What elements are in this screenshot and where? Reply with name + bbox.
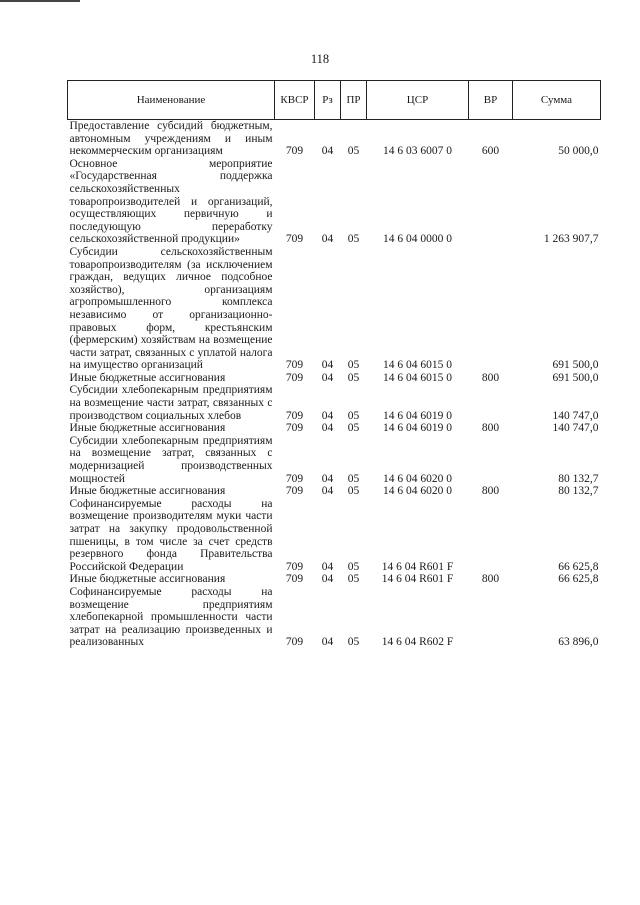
row-rz: 04 bbox=[321, 145, 334, 158]
row-vr bbox=[469, 586, 513, 649]
table-row bbox=[68, 372, 601, 385]
row-name: Основное мероприятие «Государственная поддержка сельскохозяйственных товаропроизводителей и организаций, осуществляющих первичную и последующую переработку сельскохозяйственной продукции» bbox=[69, 157, 273, 246]
row-kvsr: 709 bbox=[285, 145, 304, 158]
row-name: Иные бюджетные ассигнования bbox=[69, 573, 226, 586]
table-row bbox=[68, 573, 601, 586]
row-name: Софинансируемые расходы на возмещение предприятиям хлебопекарной промышленности части затрат на реализацию произведенных и реализованных bbox=[69, 585, 273, 649]
row-vr bbox=[469, 384, 513, 422]
table-row bbox=[68, 498, 601, 574]
row-name: Иные бюджетные ассигнования bbox=[69, 422, 226, 435]
row-pr: 05 bbox=[347, 485, 360, 498]
row-name: Субсидии сельскохозяйственным товаропроизводителям (за исключением граждан, ведущих личное подсобное хозяйство), организациям агропромышленного комплекса независимо от организационно-правовых форм, крестьянским (фермерским) хозяйствам на возмещение части затрат, связанных с уплатой налога на имущество организаций bbox=[69, 245, 273, 372]
row-vr: 800 bbox=[481, 485, 500, 498]
row-vr bbox=[469, 435, 513, 485]
row-rz: 04 bbox=[321, 573, 334, 586]
row-csr: 14 6 04 R602 F bbox=[381, 636, 454, 649]
row-pr: 05 bbox=[347, 233, 360, 246]
table-row bbox=[68, 586, 601, 649]
table-row bbox=[68, 485, 601, 498]
top-edge-line bbox=[0, 0, 80, 2]
row-sum: 691 500,0 bbox=[552, 359, 599, 372]
row-name: Субсидии хлебопекарным предприятиям на возмещение затрат, связанных с модернизацией производственных мощностей bbox=[69, 434, 273, 485]
page-number: 118 bbox=[310, 52, 330, 66]
row-pr: 05 bbox=[347, 573, 360, 586]
row-pr: 05 bbox=[347, 422, 360, 435]
row-name: Предоставление субсидий бюджетным, автономным учреждениям и иным некоммерческим организациям bbox=[69, 120, 273, 158]
row-pr: 05 bbox=[347, 409, 360, 422]
row-kvsr: 709 bbox=[285, 485, 304, 498]
row-pr: 05 bbox=[347, 560, 360, 573]
row-vr: 800 bbox=[481, 371, 500, 384]
row-sum: 66 625,8 bbox=[558, 560, 599, 573]
row-kvsr: 709 bbox=[285, 359, 304, 372]
table-row bbox=[68, 384, 601, 422]
table-row bbox=[68, 435, 601, 485]
row-sum: 140 747,0 bbox=[552, 409, 599, 422]
row-csr: 14 6 03 6007 0 bbox=[383, 145, 452, 158]
row-vr bbox=[469, 158, 513, 246]
row-name: Субсидии хлебопекарным предприятиям на возмещение части затрат, связанных с производством социальных хлебов bbox=[69, 384, 273, 422]
row-kvsr: 709 bbox=[285, 409, 304, 422]
row-sum: 80 132,7 bbox=[558, 472, 599, 485]
row-pr: 05 bbox=[347, 359, 360, 372]
row-sum: 63 896,0 bbox=[558, 636, 599, 649]
row-name: Софинансируемые расходы на возмещение производителям муки части затрат на закупку продовольственной пшеницы, в том числе за счет средств резервного фонда Правительства Российской Федерации bbox=[69, 497, 273, 573]
row-sum: 80 132,7 bbox=[558, 485, 599, 498]
header-rz: Рз bbox=[315, 81, 341, 120]
row-rz: 04 bbox=[321, 472, 334, 485]
row-name: Иные бюджетные ассигнования bbox=[69, 485, 226, 498]
row-name: Иные бюджетные ассигнования bbox=[69, 371, 226, 384]
header-csr: ЦСР bbox=[367, 81, 469, 120]
row-kvsr: 709 bbox=[285, 371, 304, 384]
row-vr bbox=[469, 246, 513, 372]
row-vr: 800 bbox=[481, 573, 500, 586]
row-kvsr: 709 bbox=[285, 472, 304, 485]
row-pr: 05 bbox=[347, 371, 360, 384]
row-kvsr: 709 bbox=[285, 573, 304, 586]
row-rz: 04 bbox=[321, 485, 334, 498]
row-pr: 05 bbox=[347, 636, 360, 649]
row-csr: 14 6 04 6019 0 bbox=[383, 409, 452, 422]
row-csr: 14 6 04 6015 0 bbox=[383, 359, 452, 372]
row-kvsr: 709 bbox=[285, 233, 304, 246]
row-csr: 14 6 04 6020 0 bbox=[383, 472, 452, 485]
table-row bbox=[68, 120, 601, 158]
row-pr: 05 bbox=[347, 145, 360, 158]
row-csr: 14 6 04 6019 0 bbox=[383, 422, 452, 435]
row-sum: 691 500,0 bbox=[552, 371, 599, 384]
row-csr: 14 6 04 0000 0 bbox=[383, 233, 452, 246]
row-rz: 04 bbox=[321, 560, 334, 573]
table-row bbox=[68, 246, 601, 372]
row-kvsr: 709 bbox=[285, 560, 304, 573]
row-kvsr: 709 bbox=[285, 422, 304, 435]
table-row bbox=[68, 422, 601, 435]
row-rz: 04 bbox=[321, 636, 334, 649]
row-kvsr: 709 bbox=[285, 636, 304, 649]
row-csr: 14 6 04 6015 0 bbox=[383, 371, 452, 384]
row-sum: 66 625,8 bbox=[558, 573, 599, 586]
table-row bbox=[68, 158, 601, 246]
row-vr bbox=[469, 498, 513, 574]
row-sum: 50 000,0 bbox=[558, 145, 599, 158]
header-name: Наименование bbox=[68, 81, 275, 120]
row-sum: 140 747,0 bbox=[552, 422, 599, 435]
row-csr: 14 6 04 6020 0 bbox=[383, 485, 452, 498]
row-rz: 04 bbox=[321, 359, 334, 372]
row-sum: 1 263 907,7 bbox=[543, 233, 599, 246]
row-rz: 04 bbox=[321, 422, 334, 435]
row-csr: 14 6 04 R601 F bbox=[381, 573, 454, 586]
header-pr: ПР bbox=[341, 81, 367, 120]
table-header-row bbox=[68, 81, 601, 120]
row-vr: 800 bbox=[481, 422, 500, 435]
header-kvsr: КВСР bbox=[275, 81, 315, 120]
row-vr: 600 bbox=[481, 145, 500, 158]
row-rz: 04 bbox=[321, 233, 334, 246]
row-csr: 14 6 04 R601 F bbox=[381, 560, 454, 573]
header-vr: ВР bbox=[469, 81, 513, 120]
row-rz: 04 bbox=[321, 371, 334, 384]
row-pr: 05 bbox=[347, 472, 360, 485]
budget-table bbox=[67, 80, 601, 649]
header-sum: Сумма bbox=[513, 81, 601, 120]
row-rz: 04 bbox=[321, 409, 334, 422]
